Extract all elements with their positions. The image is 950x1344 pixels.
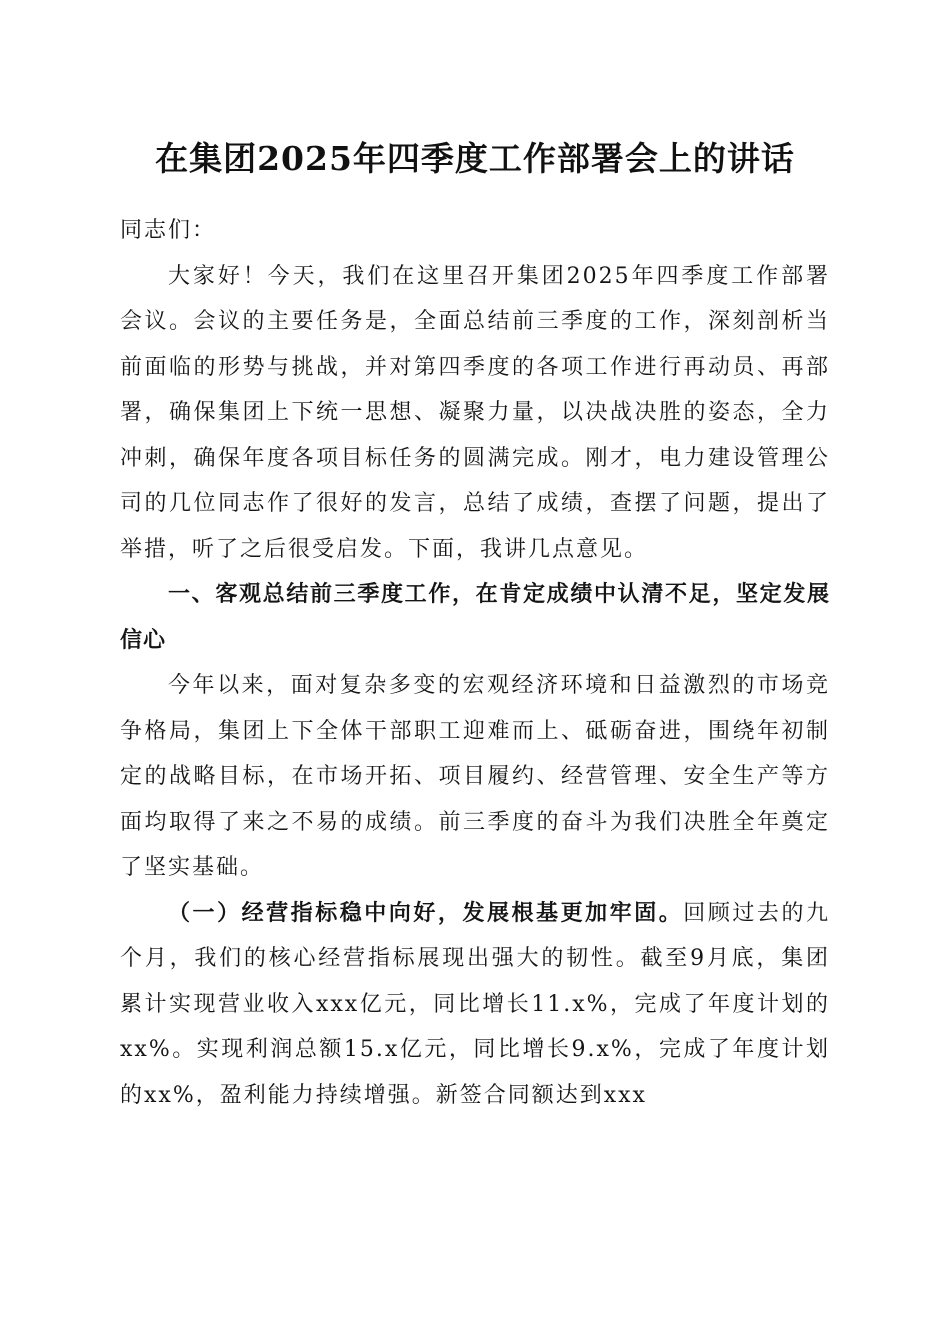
subsection-1-lead: （一）经营指标稳中向好，发展根基更加牢固。 bbox=[168, 899, 684, 926]
salutation: 同志们： bbox=[120, 218, 217, 243]
document-body bbox=[120, 208, 830, 1118]
section-1-intro-paragraph: 今年以来，面对复杂多变的宏观经济环境和日益激烈的市场竞争格局，集团上下全体干部职工迎难而上、砥砺奋进，围绕年初制定的战略目标，在市场开拓、项目履约、经营管理、安全生产等方面均取得了来之不易的成绩。前三季度的奋斗为我们决胜全年奠定了坚实基础。 bbox=[120, 673, 830, 880]
section-heading-1: 一、客观总结前三季度工作，在肯定成绩中认清不足，坚定发展信心 bbox=[120, 582, 830, 653]
subsection-1-text: 回顾过去的九个月，我们的核心经营指标展现出强大的韧性。截至9月底，集团累计实现营业收入xxx亿元，同比增长11.x%，完成了年度计划的xx%。实现利润总额15.x亿元，同比增长9.x%，完成了年度计划的xx%，盈利能力持续增强。新签合同额达到xxx bbox=[120, 900, 830, 1108]
document-title: 在集团2025年四季度工作部署会上的讲话 bbox=[155, 139, 795, 178]
subsection-1-paragraph bbox=[120, 891, 830, 1119]
opening-paragraph: 大家好！今天，我们在这里召开集团2025年四季度工作部署会议。会议的主要任务是，全面总结前三季度的工作，深刻剖析当前面临的形势与挑战，并对第四季度的各项工作进行再动员、再部署，确保集团上下统一思想、凝聚力量，以决战决胜的姿态，全力冲刺，确保年度各项目标任务的圆满完成。刚才，电力建设管理公司的几位同志作了很好的发言，总结了成绩，查摆了问题，提出了举措，听了之后很受启发。下面，我讲几点意见。 bbox=[120, 263, 830, 562]
